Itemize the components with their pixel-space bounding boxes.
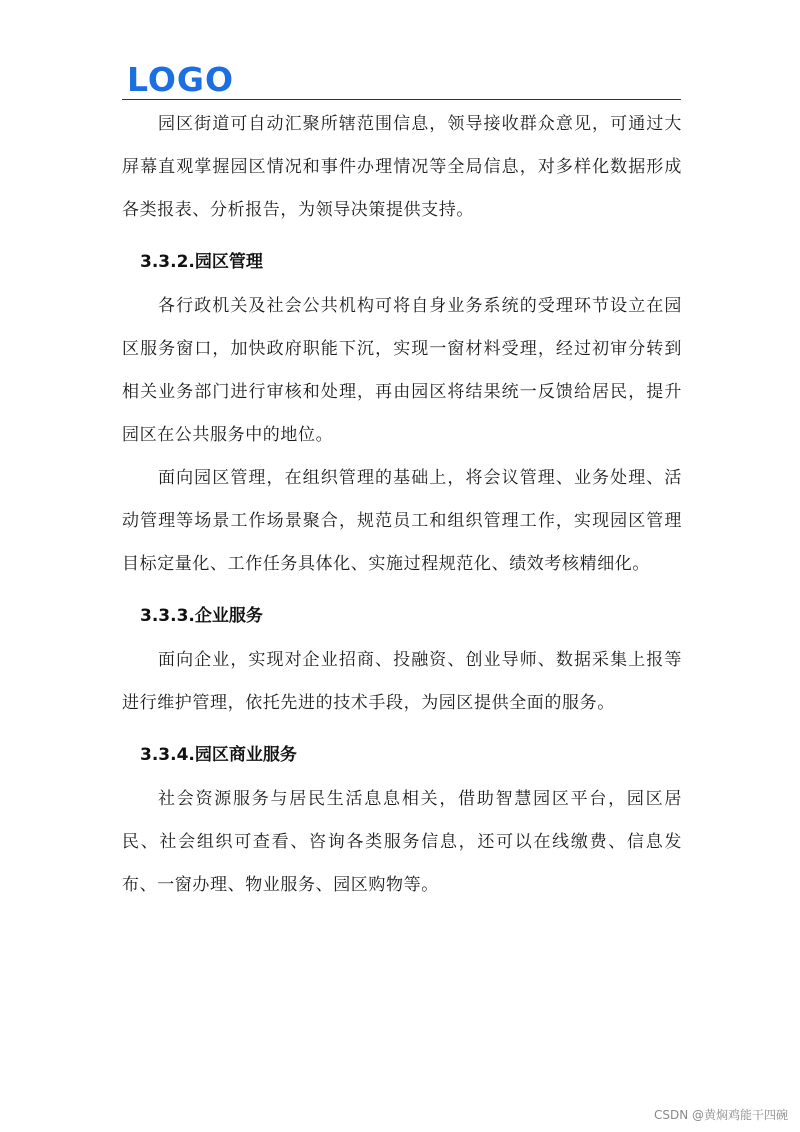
heading-commercial-service: 3.3.4.园区商业服务 (140, 745, 297, 765)
heading-enterprise-service: 3.3.3.企业服务 (140, 606, 263, 626)
heading-park-management: 3.3.2.园区管理 (140, 252, 263, 272)
header-divider (122, 99, 681, 100)
document-body (122, 103, 682, 907)
paragraph-commercial-service: 社会资源服务与居民生活息息相关，借助智慧园区平台，园区居民、社会组织可查看、咨询各类服务信息，还可以在线缴费、信息发布、一窗办理、物业服务、园区购物等。 (122, 789, 682, 895)
logo: LOGO (127, 60, 235, 99)
paragraph-service-window: 各行政机关及社会公共机构可将自身业务系统的受理环节设立在园区服务窗口，加快政府职能下沉，实现一窗材料受理，经过初审分转到相关业务部门进行审核和处理，再由园区将结果统一反馈给居民，提升园区在公共服务中的地位。 (122, 296, 682, 445)
paragraph-park-management: 面向园区管理，在组织管理的基础上，将会议管理、业务处理、活动管理等场景工作场景聚合，规范员工和组织管理工作，实现园区管理目标定量化、工作任务具体化、实施过程规范化、绩效考核精细化。 (122, 468, 682, 574)
paragraph-dashboard-info: 园区街道可自动汇聚所辖范围信息，领导接收群众意见，可通过大屏幕直观掌握园区情况和事件办理情况等全局信息，对多样化数据形成各类报表、分析报告，为领导决策提供支持。 (122, 114, 682, 220)
paragraph-enterprise-service: 面向企业，实现对企业招商、投融资、创业导师、数据采集上报等进行维护管理，依托先进的技术手段，为园区提供全面的服务。 (122, 650, 682, 713)
watermark: CSDN @黄焖鸡能干四碗 (653, 1108, 788, 1122)
